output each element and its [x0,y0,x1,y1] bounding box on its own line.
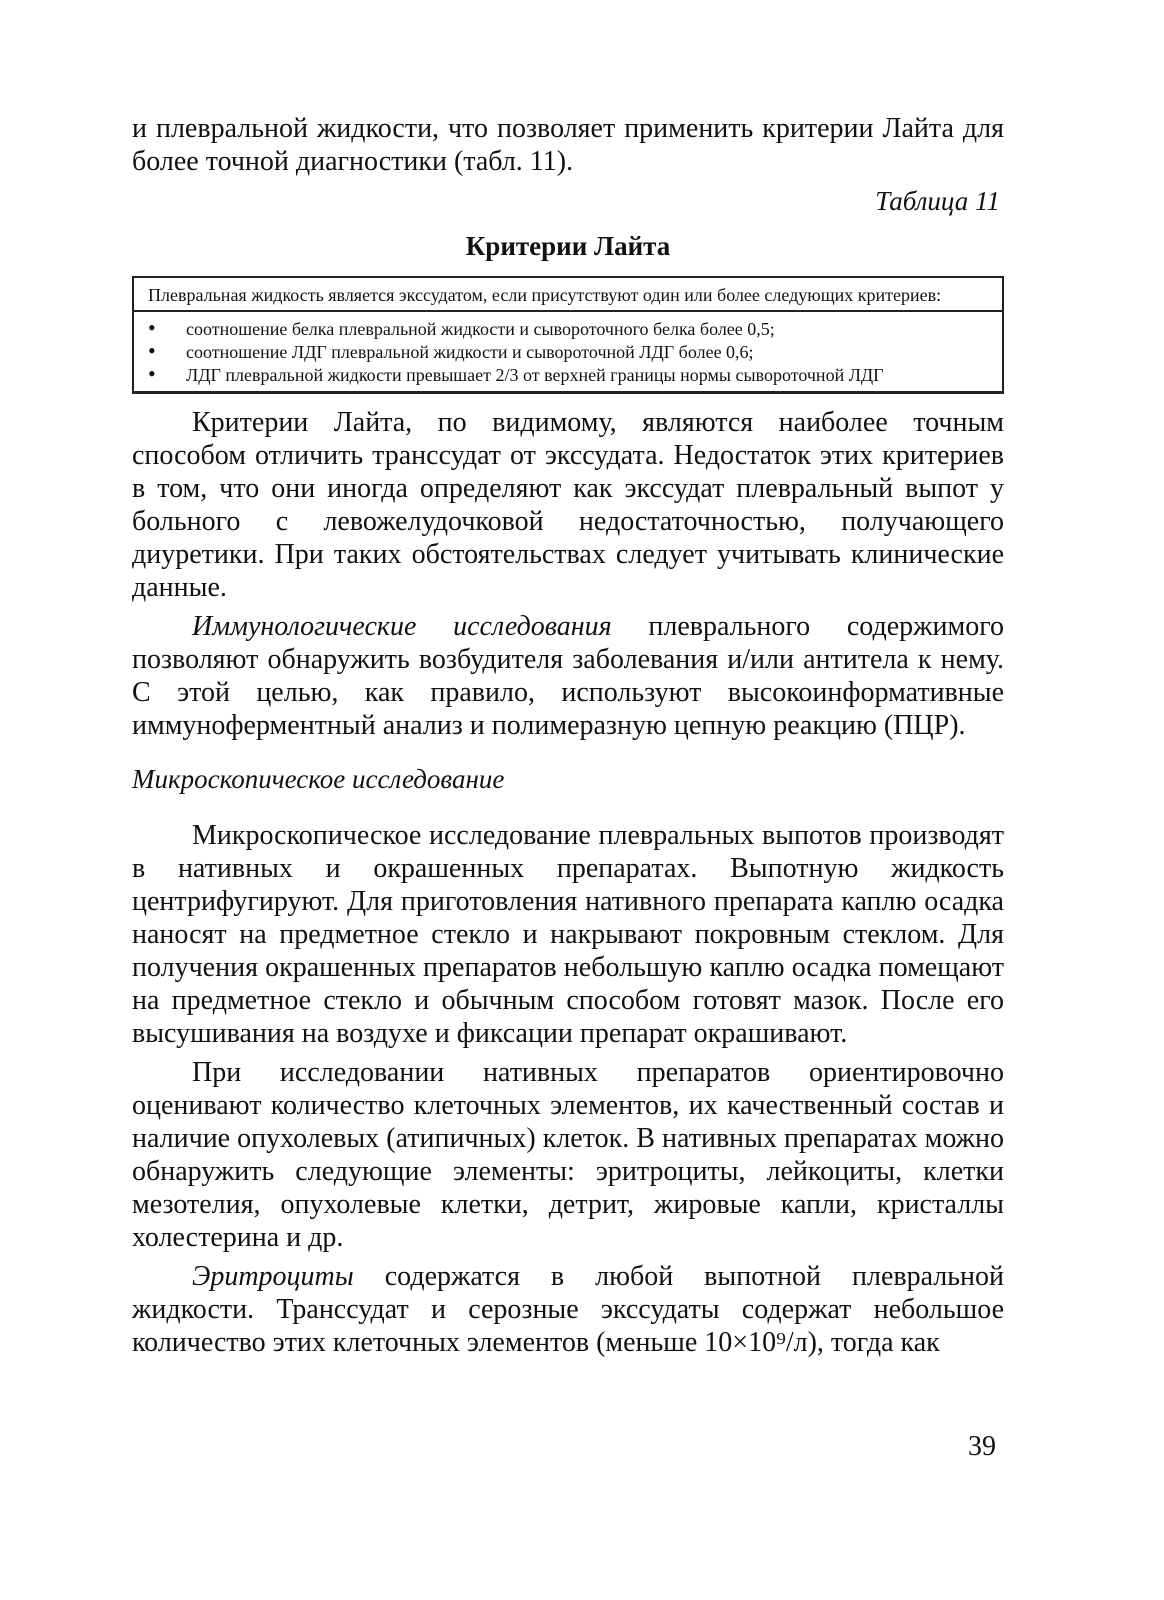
light-criteria-paragraph: Критерии Лайта, по видимому, являются наиболее точным способом отличить транссудат от экссудата. Недостаток этих критериев в том, что они иногда определяют как экссудат плевральный выпот у больного с левожелудочковой недостаточностью, получающего диуретики. При таких обстоятельствах следует учитывать клинические данные. [132,407,1004,603]
table-title: Критерии Лайта [465,231,671,261]
intro-paragraph: и плевральной жидкости, что позволяет применить критерии Лайта для более точной диагностики (табл. 11). [132,113,1004,177]
page-number: 39 [968,1431,996,1462]
criteria-list [134,312,1002,391]
immunology-text: плеврального содержимого позволяют обнаружить возбудителя заболевания и/или антитела к нему. С этой целью, как правило, используют высокоинформативные иммуноферментный анализ и полимеразную цепную реакцию (ПЦР). [132,611,1004,741]
microscopy-paragraph-2: При исследовании нативных препаратов ориентировочно оценивают количество клеточных элементов, их качественный состав и наличие опухолевых (атипичных) клеток. В нативных препаратах можно обнаружить следующие элементы: эритроциты, лейкоциты, клетки мезотелия, опухолевые клетки, детрит, жировые капли, кристаллы холестерина и др. [132,1057,1004,1253]
criteria-item: • соотношение ЛДГ плевральной жидкости и сывороточной ЛДГ более 0,6; [148,341,990,363]
erythrocytes-text: содержатся в любой выпотной плевральной жидкости. Транссудат и серозные экссудаты содержат небольшое количество этих клеточных элементов (меньше 10×10⁹/л), тогда как [132,1261,1004,1358]
table-caption: Таблица 11 [875,186,1000,216]
criteria-table [132,276,1004,394]
criteria-table-header: Плевральная жидкость является экссудатом, если присутствуют один или более следующих критериев: [134,278,1002,312]
immunology-lead: Иммунологические исследования [192,611,612,642]
criteria-item: • соотношение белка плевральной жидкости и сывороточного белка более 0,5; [148,318,990,340]
microscopy-paragraph-1: Микроскопическое исследование плевральных выпотов производят в нативных и окрашенных препаратах. Выпотную жидкость центрифугируют. Для приготовления нативного препарата каплю осадка наносят на предметное стекло и накрывают покровным стеклом. Для получения окрашенных препаратов небольшую каплю осадка помещают на предметное стекло и обычным способом готовят мазок. После его высушивания на воздухе и фиксации препарат окрашивают. [132,820,1004,1049]
section-heading: Микроскопическое исследование [132,764,505,794]
erythrocytes-paragraph [132,1260,1004,1359]
erythrocytes-lead: Эритроциты [192,1261,354,1292]
criteria-item: • ЛДГ плевральной жидкости превышает 2/3 от верхней границы нормы сывороточной ЛДГ [148,364,990,386]
immunology-paragraph [132,610,1004,742]
